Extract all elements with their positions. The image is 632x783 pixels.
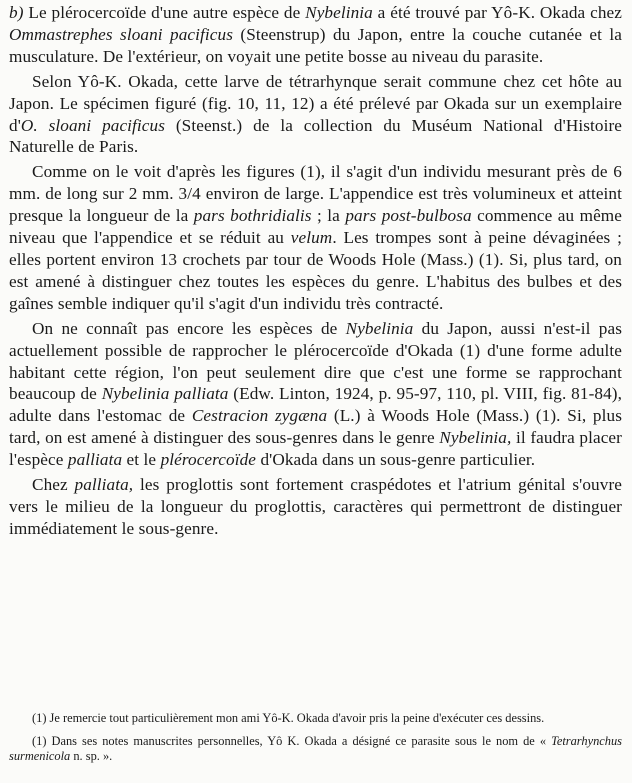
text-run: Le plérocercoïde d'une autre espèce de xyxy=(28,3,306,22)
paragraph xyxy=(9,474,622,540)
footnote-text xyxy=(9,734,622,764)
text-run: Comme on le voit d'après les figures (1), il s'agit d'un individu mesurant près de 6 mm. de long sur 2 mm. 3/4 environ de large. L'appendice est très volumineux et atteint presque la longueur de la xyxy=(9,162,622,226)
text-run: (Steenst.) de la collection du Muséum National d'Histoire Naturelle de Paris. xyxy=(9,115,622,157)
italic-term: Nybelinia xyxy=(345,318,414,338)
italic-term: Nybelinia xyxy=(305,3,373,22)
text-run: Chez xyxy=(32,475,75,495)
text-run: (Steenstrup) du Japon, entre la couche cutanée et la musculature. De l'extérieur, on voyait une petite bosse au niveau du parasite. xyxy=(9,24,622,66)
paragraph-text xyxy=(9,3,622,66)
paragraph xyxy=(9,2,622,68)
footnote xyxy=(9,711,622,727)
italic-term: Ommastrephes sloani pacificus xyxy=(9,24,233,44)
footnote xyxy=(9,734,622,765)
paragraph-text xyxy=(9,162,622,312)
text-run: commence au même niveau que l'appendice et se réduit au xyxy=(9,206,623,248)
paragraph xyxy=(9,161,622,314)
paragraph xyxy=(9,71,622,159)
italic-term: Nybelinia palliata xyxy=(101,384,229,404)
paragraph-text xyxy=(9,72,622,157)
italic-term: Cestracion zygæna xyxy=(191,406,328,426)
text-run: On ne connaît pas encore les espèces de xyxy=(32,318,346,338)
paragraph xyxy=(9,318,622,471)
text-run: et le xyxy=(122,450,161,470)
text-run: d'Okada dans un sous-genre particulier. xyxy=(256,450,536,470)
italic-term: velum xyxy=(290,228,333,248)
text-run: Selon Yô-K. Okada, cette larve de tétrarhynque serait commune chez cet hôte au Japon. Le spécimen figuré (fig. 10, 11, 12) a été prélevé par Okada sur un exemplaire d' xyxy=(9,71,622,135)
text-run: du Japon, aussi n'est-il pas actuellement possible de rapprocher le plérocercoïde d'Okada (1) d'une forme adulte habitant cette région, l'on peut seulement dire que c'est une forme se rapprochant beaucoup de xyxy=(9,318,622,404)
text-run: (1) Je remercie tout particulièrement mon ami Yô-K. Okada d'avoir pris la peine d'exécuter ces dessins. xyxy=(32,711,545,725)
body-text xyxy=(9,2,622,540)
italic-term: plérocercoïde xyxy=(160,450,257,470)
paragraph-text xyxy=(9,319,622,469)
text-run: les proglottis sont fortement craspédotes et l'atrium génital s'ouvre vers le milieu de la longueur du proglottis, caractères qui permettront de distinguer immédiatement le sous-genre. xyxy=(9,475,622,538)
italic-term: palliata xyxy=(67,450,123,470)
text-run: (Edw. Linton, 1924, p. 95-97, 110, pl. VIII, fig. 81-84), adulte dans l'estomac de xyxy=(9,384,622,426)
text-run: n. sp. ». xyxy=(70,749,113,763)
text-run: ; la xyxy=(311,206,346,226)
italic-term: pars bothridialis xyxy=(193,206,312,226)
italic-term: palliata, xyxy=(74,475,134,495)
italic-term: pars post-bulbosa xyxy=(345,206,472,226)
text-run: a été trouvé par Yô-K. Okada chez xyxy=(372,3,622,22)
text-run: (L.) à Woods Hole (Mass.) (1). Si, plus tard, on est amené à distinguer des sous-genres dans le genre xyxy=(9,406,622,448)
italic-term: Nybelinia, xyxy=(439,428,512,448)
italic-term: Tetrarhynchus surmenicola xyxy=(9,733,622,763)
text-run: . Les trompes sont à peine dévaginées ; elles portent environ 13 crochets par tour de Woods Hole (Mass.) (1). Si, plus tard, on est amené à distinguer chez toutes les espèces du genre. L'habitus des bulbes et des gaînes semble indiquer qu'il s'agit d'un individu très contracté. xyxy=(9,228,622,313)
italic-term: O. sloani pacificus xyxy=(20,115,166,135)
paragraph-text xyxy=(9,475,622,538)
text-run: (1) Dans ses notes manuscrites personnelles, Yô K. Okada a désigné ce parasite sous le nom de « xyxy=(32,733,552,748)
text-run: il faudra placer l'espèce xyxy=(9,428,622,470)
paragraph-label: b) xyxy=(9,3,24,22)
footnote-text xyxy=(32,711,544,725)
footnotes xyxy=(9,711,622,772)
